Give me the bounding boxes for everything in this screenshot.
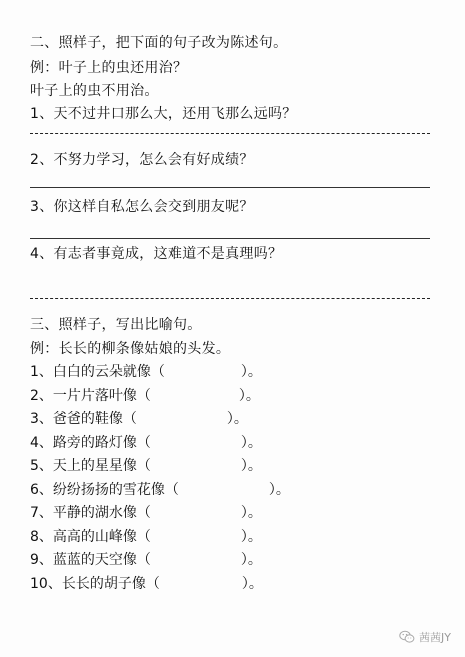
simile-item-2-close: ）。 [238, 388, 260, 404]
answer-line-4[interactable] [30, 298, 430, 299]
simile-item-9-close: ）。 [240, 552, 262, 568]
wechat-icon [399, 630, 415, 644]
simile-item-2 [30, 387, 260, 405]
simile-item-5-close: ）。 [240, 458, 262, 474]
answer-line-1[interactable] [30, 133, 430, 134]
simile-item-10-close: ）。 [241, 576, 263, 592]
simile-item-7 [30, 504, 262, 522]
simile-item-1-close: ）。 [240, 364, 262, 380]
simile-item-10 [30, 575, 263, 593]
simile-item-6-close: ）。 [268, 482, 290, 498]
simile-item-2-prompt: 2、一片片落叶像（ [30, 388, 151, 404]
simile-item-3 [30, 410, 248, 428]
simile-item-4-prompt: 4、路旁的路灯像（ [30, 435, 151, 451]
section2-item-4: 4、有志者事竟成，这难道不是真理吗？ [30, 246, 283, 262]
simile-item-9-prompt: 9、蓝蓝的天空像（ [30, 552, 151, 568]
simile-item-3-close: ）。 [226, 411, 248, 427]
answer-line-2[interactable] [30, 187, 430, 188]
watermark-text: 茜茜JY [419, 631, 451, 644]
watermark [399, 629, 451, 645]
simile-item-3-prompt: 3、爸爸的鞋像（ [30, 411, 137, 427]
simile-item-4-close: ）。 [240, 435, 262, 451]
simile-item-5-prompt: 5、天上的星星像（ [30, 458, 151, 474]
simile-item-8-close: ）。 [240, 529, 262, 545]
simile-item-4 [30, 434, 262, 452]
simile-item-7-close: ）。 [240, 505, 262, 521]
section2-heading: 二、照样子，把下面的句子改为陈述句。 [30, 35, 288, 51]
simile-item-8-prompt: 8、高高的山峰像（ [30, 529, 151, 545]
section2-example-question: 例：叶子上的虫还用治？ [30, 60, 188, 76]
simile-item-10-prompt: 10、长长的胡子像（ [30, 576, 160, 592]
section3-heading: 三、照样子，写出比喻句。 [30, 317, 202, 333]
section2-item-1: 1、天不过井口那么大，还用飞那么远吗？ [30, 106, 297, 122]
section2-item-2: 2、不努力学习，怎么会有好成绩？ [30, 152, 254, 168]
simile-item-5 [30, 457, 262, 475]
simile-item-6-prompt: 6、纷纷扬扬的雪花像（ [30, 482, 179, 498]
simile-item-6 [30, 481, 290, 499]
simile-item-7-prompt: 7、平静的湖水像（ [30, 505, 151, 521]
simile-item-1-prompt: 1、白白的云朵就像（ [30, 364, 165, 380]
simile-item-1 [30, 363, 262, 381]
section3-example: 例：长长的柳条像姑娘的头发。 [30, 341, 231, 357]
section2-example-answer: 叶子上的虫不用治。 [30, 83, 159, 99]
simile-item-9 [30, 551, 262, 569]
simile-item-8 [30, 528, 262, 546]
section2-item-3: 3、你这样自私怎么会交到朋友呢？ [30, 199, 254, 215]
answer-line-3[interactable] [30, 238, 430, 239]
